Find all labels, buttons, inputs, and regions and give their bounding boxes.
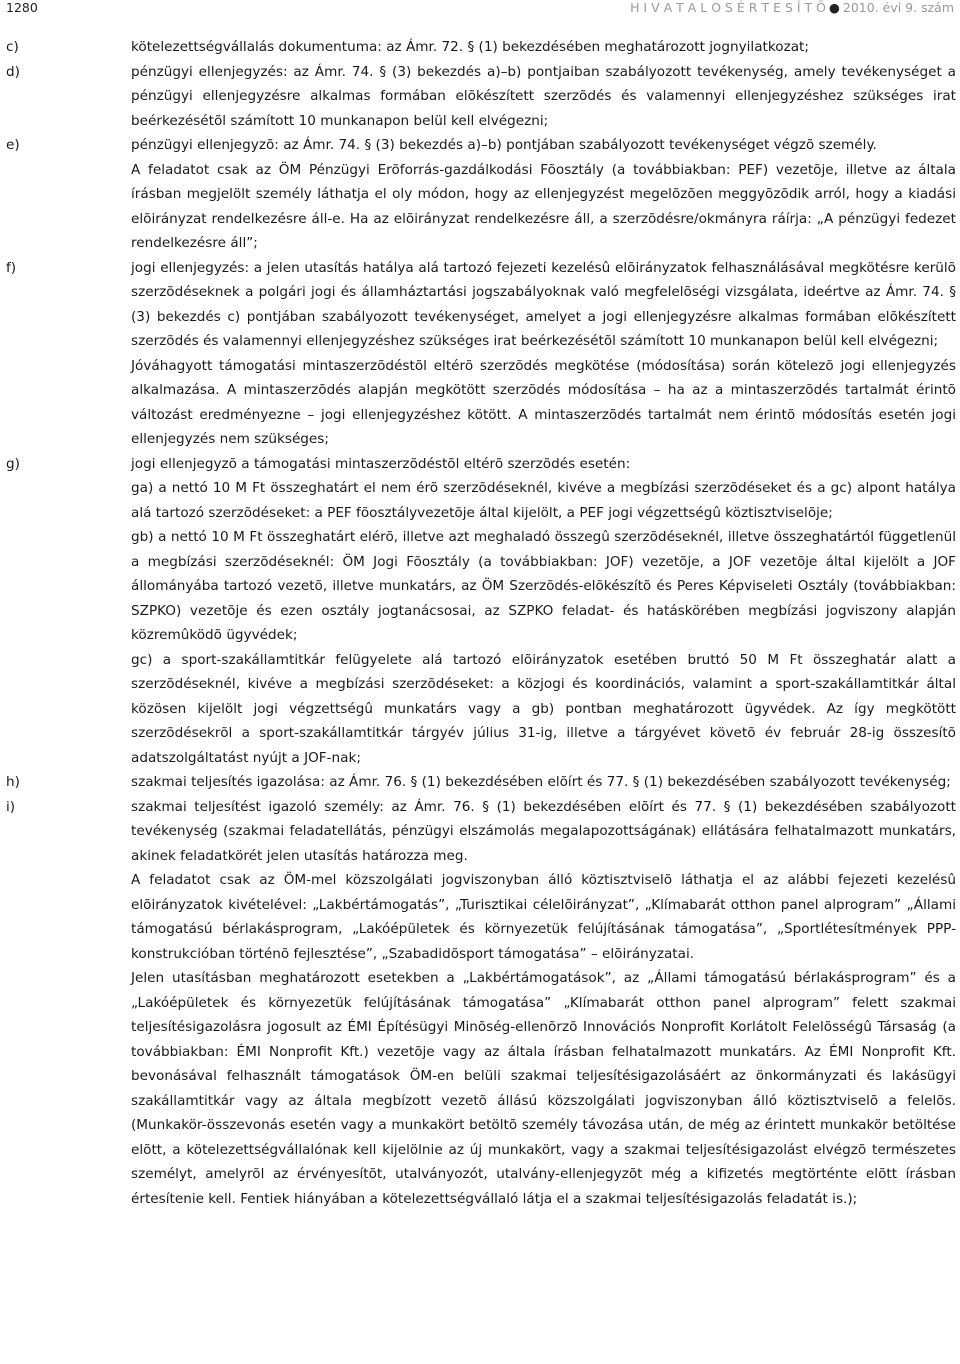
item-paragraph: kötelezettségvállalás dokumentuma: az Ámr. 72. § (1) bekezdésében meghatározott jognyilatkozat; bbox=[131, 39, 809, 55]
item-paragraph: Jóváhagyott támogatási mintaszerzõdéstõl eltérõ szerzõdés megkötése (módosítása) során kötelezõ jogi ellenjegyzés alkalmazása. A mintaszerzõdés alapján megkötött szerzõdés módosítása – ha az a mintaszerzõdés tartalmát érintõ változást eredményezne – jogi ellenjegyzéshez kötött. A mintaszerzõdés tartalmát nem érintõ módosítás esetén jogi ellenjegyzés nem szükséges; bbox=[131, 357, 956, 447]
item-letter: e) bbox=[6, 137, 20, 153]
list-item bbox=[0, 133, 960, 256]
item-paragraph: A feladatot csak az ÖM Pénzügyi Erõforrás-gazdálkodási Fõosztály (a továbbiakban: PEF) vezetõje, illetve az általa írásban megjelölt személy láthatja el oly módon, hogy az ellenjegyzést megelõzõen meggyõzõdik arról, hogy a kiadási elõirányzat rendelkezésre áll-e. Ha az elõirányzat rendelkezésre áll, a szerzõdésre/okmányra ráírja: „A pénzügyi fedezet rendelkezésre áll”; bbox=[131, 161, 956, 251]
bullet-separator: ● bbox=[828, 0, 840, 15]
item-paragraph: Jelen utasításban meghatározott esetekben a „Lakbértámogatások”, az „Állami támogatású bérlakásprogram” és a „Lakóépületek és környezetük felújításának támogatása” „Klímabarát otthon panel alprogram” felett szakmai teljesítésigazolásra jogosult az ÉMI Építésügyi Minõség-ellenõrzõ Innovációs Nonprofit Korlátolt Felelõsségû Társaság (a továbbiakban: ÉMI Nonprofit Kft.) vezetõje vagy az általa írásban felhatalmazott munkatárs. Az ÉMI Nonprofit Kft. bevonásával felhasznált támogatások ÖM-en belüli szakmai teljesítésigazolásáért az önkormányzati és lakásügyi szakállamtitkár vagy az általa megbízott vezetõ állású közszolgálati jogviszonyban álló köztisztviselõ a felelõs. (Munkakör-összevonás esetén vagy a munkakört betöltõ személy távozása után, de még az érintett munkakör betöltése elõtt, a kötelezettségvállalónak kell kijelölnie az új munkakört, vagy a szakmai teljesítésigazolást elvégzõ természetes személyt, amelyrõl az érvényesítõt, utalványozót, utalvány-ellenjegyzõt még a kifizetés megtörténte elõtt írásban értesítenie kell. Fentiek hiányában a kötelezettségvállaló látja el a szakmai teljesítésigazolás feladatát is.); bbox=[131, 970, 956, 1207]
issue-label: 2010. évi 9. szám bbox=[842, 0, 954, 15]
item-paragraph: pénzügyi ellenjegyzés: az Ámr. 74. § (3) bekezdés a)–b) pontjaiban szabályozott tevékenység, amely tevékenységet a pénzügyi ellenjegyzésre alkalmas formában elõkészített szerzõdés és valamennyi ellenjegyzéshez szükséges irat beérkezésétõl számított 10 munkanapon belül kell elvégezni; bbox=[131, 63, 956, 129]
item-paragraph: pénzügyi ellenjegyzõ: az Ámr. 74. § (3) bekezdés a)–b) pontjában szabályozott tevékenységet végzõ személy. bbox=[131, 137, 877, 153]
item-letter: d) bbox=[6, 63, 20, 80]
publication-title bbox=[630, 0, 954, 16]
list-item bbox=[0, 452, 960, 771]
list-item bbox=[0, 795, 960, 1212]
list-item bbox=[0, 256, 960, 452]
item-letter: g) bbox=[6, 455, 20, 472]
item-paragraph: szakmai teljesítést igazoló személy: az Ámr. 76. § (1) bekezdésében elõírt és 77. § (1) bekezdésében szabályozott tevékenység (szakmai feladatellátás, pénzügyi elszámolás megalapozottságának) ellátására felhatalmazott munkatárs, akinek feladatkörét jelen utasítás határozza meg. bbox=[131, 798, 956, 864]
item-letter: i) bbox=[6, 798, 16, 815]
list-item bbox=[0, 770, 960, 795]
subitem-ga: ga) a nettó 10 M Ft összeghatárt el nem érõ szerzõdéseknél, kivéve a megbízási szerzõdéseket és a gc) alpont hatálya alá tartozó szerzõdéseket: a PEF fõosztályvezetõje által kijelölt, a PEF jogi végzettségû köztisztviselõje; bbox=[131, 480, 956, 521]
item-paragraph: jogi ellenjegyzõ a támogatási mintaszerzõdéstõl eltérõ szerzõdés esetén: bbox=[131, 455, 631, 472]
subitem-gc: gc) a sport-szakállamtitkár felügyelete alá tartozó elõirányzatok esetében bruttó 50 M Ft összeghatár alatt a szerzõdéseknél, kivéve a megbízási szerzõdéseket: a közjogi és koordinációs, valamint a sport-szakállamtitkár által közösen kijelölt jogi végzettségû munkatárs vagy a gb) pontban meghatározott ügyvédek. Az így megkötött szerzõdésekrõl a sport-szakállamtitkár tárgyév július 31-ig, illetve a tárgyévet követõ év február 28-ig összesítõ adatszolgáltatást nyújt a JOF-nak; bbox=[131, 651, 956, 766]
document-body bbox=[0, 35, 960, 1211]
page-number: 1280 bbox=[6, 0, 38, 15]
item-letter: h) bbox=[6, 774, 20, 790]
item-paragraph: A feladatot csak az ÖM-mel közszolgálati jogviszonyban álló köztisztviselõ láthatja el az alábbi fejezeti kezelésû elõirányzatok kivételével: „Lakbértámogatás”, „Turisztikai célelõirányzat”, „Klímabarát otthon panel alprogram” „Állami támogatású bérlakásprogram, „Lakóépületek és környezetük felújításának támogatása”, „Sportlétesítmények PPP-konstrukcióban történõ fejlesztése”, „Szabadidõsport támogatása” – elõirányzatai. bbox=[131, 872, 956, 962]
list-item bbox=[0, 60, 960, 134]
item-paragraph: jogi ellenjegyzés: a jelen utasítás hatálya alá tartozó fejezeti kezelésû elõirányzatok felhasználásával megkötésre kerülõ szerzõdéseknek a polgári jogi és államháztartási jogszabályoknak való megfelelõségi vizsgálata, ideértve az Ámr. 74. § (3) bekezdés c) pontjában szabályozott tevékenységet, amelyet a jogi ellenjegyzésre alkalmas formában elõkészített szerzõdés és valamennyi ellenjegyzéshez szükséges irat beérkezésétõl számított 10 munkanapon belül kell elvégezni; bbox=[131, 259, 956, 349]
running-header bbox=[0, 0, 960, 18]
subitem-gb: gb) a nettó 10 M Ft összeghatárt elérõ, illetve azt meghaladó összegû szerzõdéseknél, illetve összeghatártól függetlenül a megbízási szerzõdéseknél: ÖM Jogi Fõosztály (a továbbiakban: JOF) vezetõje, a JOF vezetõje által kijelölt a JOF állományába tartozó vezetõ, illetve munkatárs, az ÖM Szerzõdés-elõkészítõ és Peres Képviseleti Osztály (továbbiakban: SZPKO) vezetõje és ezen osztály jogtanácsosai, az SZPKO feladat- és hatáskörében megbízási jogviszony alapján közremûködõ ügyvédek; bbox=[131, 529, 956, 643]
list-item bbox=[0, 35, 960, 60]
item-letter: f) bbox=[6, 259, 17, 276]
item-paragraph: szakmai teljesítés igazolása: az Ámr. 76. § (1) bekezdésében elõírt és 77. § (1) bekezdésében szabályozott tevékenység; bbox=[131, 774, 951, 790]
publication-name: H I V A T A L O S É R T E S Í T Õ bbox=[630, 0, 826, 15]
item-letter: c) bbox=[6, 39, 19, 55]
